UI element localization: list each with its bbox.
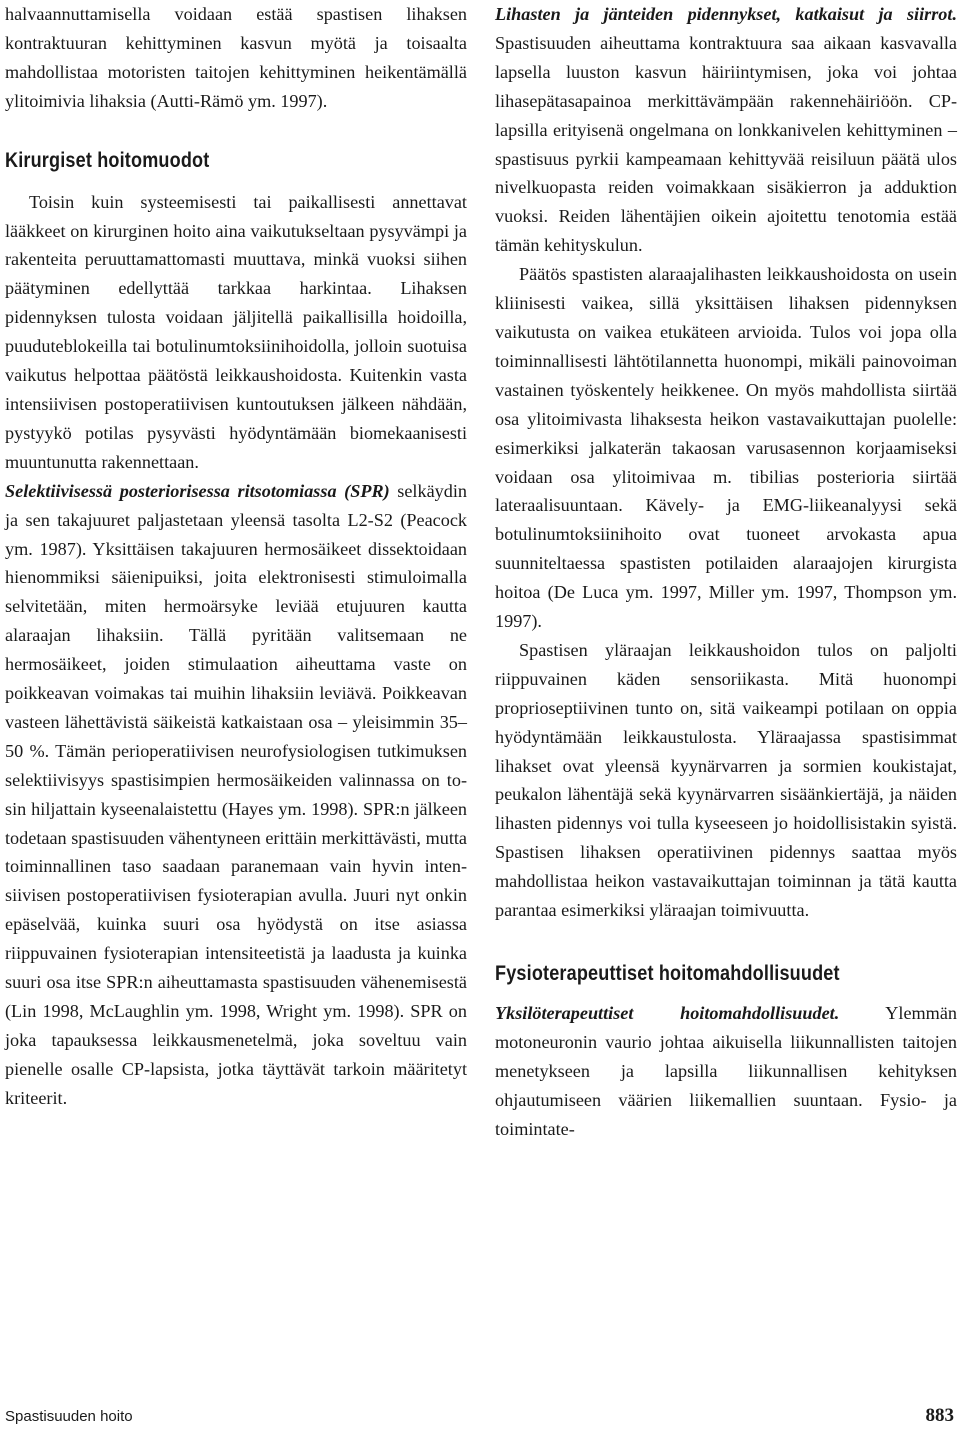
- paragraph-lower-limb-surgery: Päätös spastisten alaraajalihasten leikkaushoidosta on usein kliinisesti vaikea, sillä yksittäisen lihaksen pidennyksen vaikutusta on vaikea etukäteen arvioida. Tulos voi jopa olla toiminnallisesti lähtötilannetta huonompi, mikäli painovoiman vastainen työskentely heikkenee. On myös mahdollista siirtää osa ylitoimivasta lihaksesta heikon vastavaikuttajan puolelle: esimerkiksi jalkaterän takaosan varusasennon korjaamiseksi voidaan osa ylitoimivaa m. tibilias posterioria siirtää lateraalisuuntaan. Kävely- ja EMG-liikeanalyysi sekä botulinumtoksiinihoito ovat tuoneet arvokasta apua suunniteltaessa spastisten potilaiden alaraajojen kirurgista hoitoa (De Luca ym. 1997, Miller ym. 1997, Thompson ym. 1997).: [495, 264, 957, 632]
- paragraph-individual-therapy-text: Ylemmän motoneuronin vaurio johtaa aikuisella liikunnallisten taitojen menetykseen ja lapsilla liikunnallisen kehityksen ohjautumiseen väärien liikemallien suuntaan. Fysio- ja toimintate-: [495, 1003, 957, 1139]
- paragraph-lengthening-text: Spastisuuden aiheuttama kontraktuura saa aikaan kasvavalla lapsella luuston kasvun häiriintymisen, joka voi johtaa lihasepätasapainoa merkittävämpään rakennehäiriöön. CP-lapsilla erityisenä ongelmana on lonkkanivelen kehittyminen – spastisuus pyrkii kampeamaan kehittyvää reisiluun päätä ulos nivelkuopasta reiden voimakkaan sisäkierron ja adduktion vuoksi. Reiden lähentäjien oikein ajoitettu tenotomia estää tämän kehityskulun.: [495, 32, 957, 256]
- right-column: [495, 0, 957, 1144]
- intro-paragraph: halvaannuttamisella voidaan estää spastisen lihaksen kontraktuuran kehittyminen kasvun myötä ja toisaalta mahdollistaa motoristen taitojen kehittyminen heikentämällä ylitoimivia lihaksia (Autti-Rämö ym. 1997).: [5, 4, 467, 111]
- paragraph-surgical-intro: Toisin kuin systeemisesti tai paikallisesti annettavat lääkkeet on kirurginen hoito aina vaikutukseltaan pysyvämpi ja rakenteita peruuttamattomasti muuttava, minkä vuoksi siihen päätyminen edellyttää tarkkaa harkintaa. Lihaksen pidennyksen tulosta voidaan jäljitellä paikallisilla hoidoilla, puuduteblokeilla tai botulinumtoksiinihoidolla, jolloin suotuisa vaikutus helpottaa päätöstä leikkaushoidosta. Kuitenkin vasta intensiivisen postoperatiivisen kuntoutuksen jälkeen nähdään, pystyykö potilas pysyvästi hyödyntämään biomekaanisesti muuntunutta rakennettaan.: [5, 191, 467, 472]
- footer-section-title: Spastisuuden hoito: [5, 1408, 133, 1425]
- paragraph-spr: [5, 477, 467, 1113]
- paragraph-individual-therapy: [495, 999, 957, 1144]
- section-heading-surgical: Kirurgiset hoitomuodot: [5, 148, 210, 172]
- paragraph-spr-lead: Selektiivisessä posteriorisessa ritsotomiassa (SPR): [5, 480, 390, 501]
- paragraph-individual-therapy-lead: Yksilöterapeuttiset hoitomahdollisuudet.: [495, 1003, 840, 1023]
- paragraph-spr-text: selkäydin ja sen takajuuret paljastetaan yleensä tasolta L2-S2 (Peacock ym. 1987). Yksittäisen takajuuren hermosäikeet dissektoidaan hienommiksi säienipuiksi, joita elektronisesti stimuloimalla selvitetään, miten hermoärsyke leviää etujuuren kautta alaraajan lihaksiin. Tällä pyritään valitsemaan ne hermosäikeet, joiden stimulaation aiheuttama vaste on poikkeavan voimakas tai muihin lihaksiin leviävä. Poikkeavan vasteen lähettävistä säikeistä katkaistaan osa – yleisimmin 35–50 %. Tämän perioperatiivisen neurofysiologisen tutkimuksen selektiivisyys spastisimpien hermosäikeiden valinnassa on tosin hiljattain kyseenalaistettu (Hayes ym. 1998). SPR:n jälkeen todetaan spastisuuden vähentyneen erittäin merkittävästi, mutta toiminnallinen taso saadaan paranemaan vain hyvin intensiivisen postoperatiivisen fysioterapian avulla. Juuri nyt onkin epäselvää, kuinka suuri osa hyödystä on itse asiassa riippuvainen fysioterapian intensiteetistä ja laadusta ja kuinka suuri osa itse SPR:n aiheuttamasta spastisuuden vähenemisestä (Lin 1998, McLaughlin ym. 1998, Wright ym. 1998). SPR on joka tapauksessa leikkausmenetelmä, joka soveltuu vain pienelle osalle CP-lapsista, jotka täyttävät tarkoin määritetyt kriteerit.: [5, 480, 467, 1108]
- paragraph-lengthening-lead: Lihasten ja jänteiden pidennykset, katkaisut ja siirrot.: [495, 4, 957, 24]
- page-number: 883: [925, 1405, 954, 1426]
- section-heading-physiotherapy: Fysioterapeuttiset hoitomahdollisuudet: [495, 962, 840, 985]
- paragraph-lengthening: [495, 0, 957, 260]
- paragraph-upper-limb-surgery: Spastisen yläraajan leikkaushoidon tulos on paljolti riippuvainen käden sensoriikasta. Mitä huonompi proprioseptiivinen tunto on, sitä vaikeampi potilaan on oppia hyödyntämään leikkaustulosta. Yläraajassa spastisimmat lihakset ovat yleensä kyynärvarren ja sormien koukistajat, peukalon lähentäjä sekä kyynärvarren sisäänkiertäjä, ja näiden lihasten pidennys voi tulla kyseeseen jo hoidollisistakin syistä. Spastisen lihaksen operatiivinen pidennys saattaa myös mahdollistaa heikon vastavaikuttajan toiminnan ja tätä kautta parantaa esimerkiksi yläraajan toimivuutta.: [495, 639, 957, 921]
- left-column: [5, 0, 467, 1113]
